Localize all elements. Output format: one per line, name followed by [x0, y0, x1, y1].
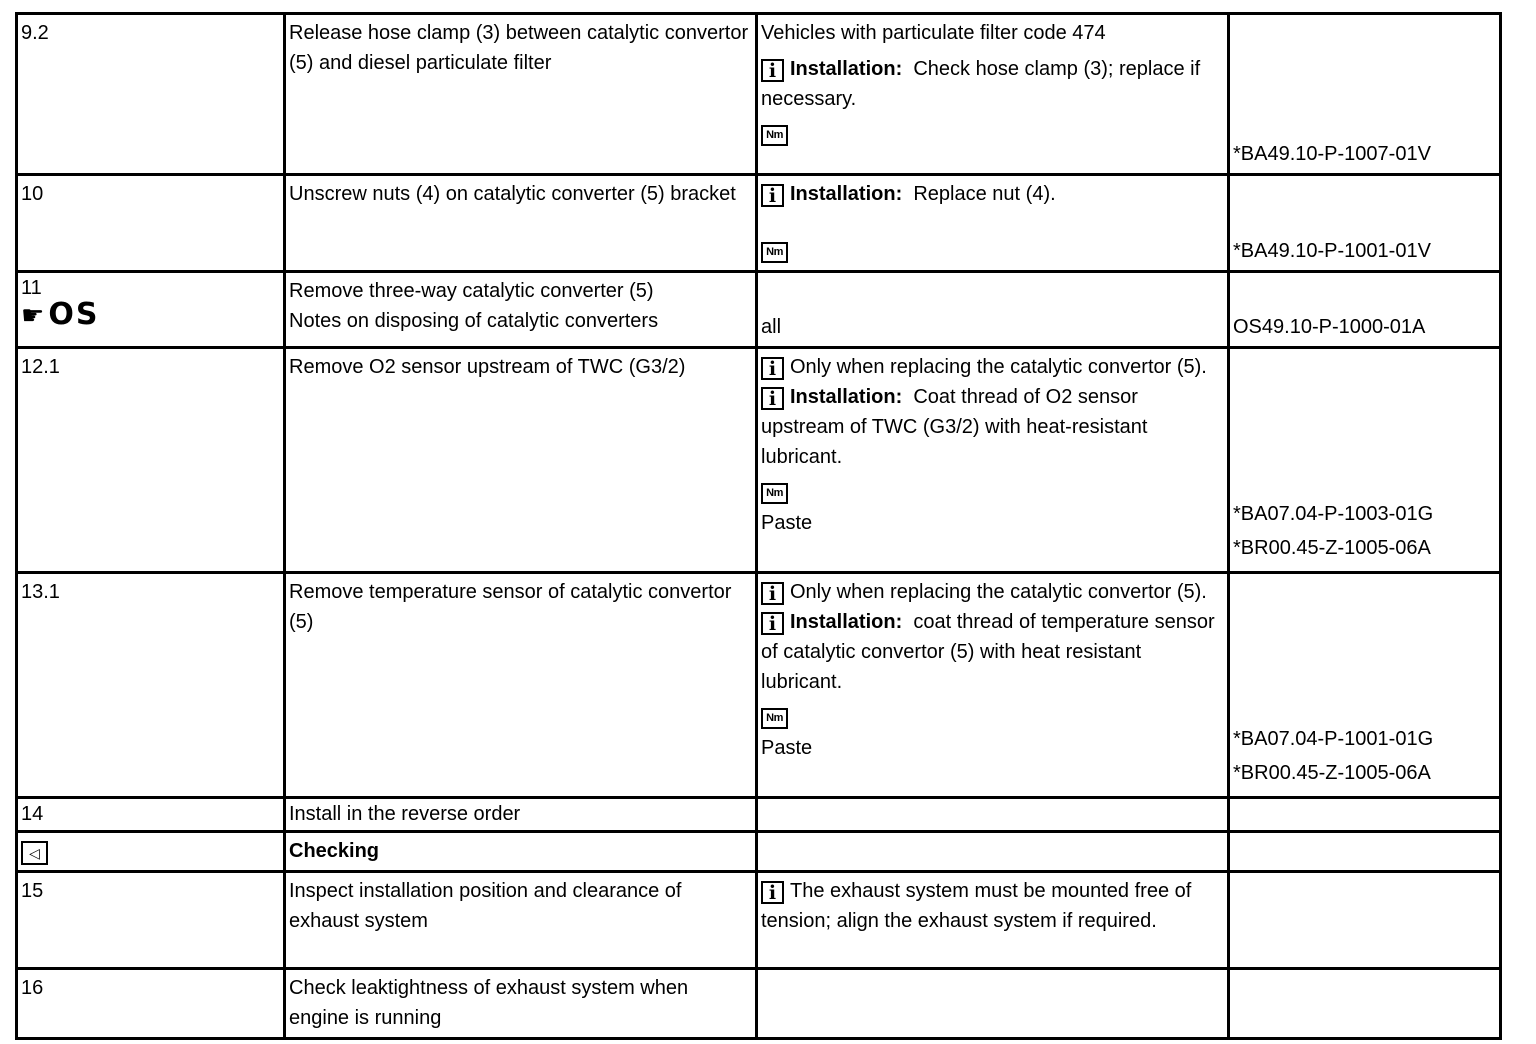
- torque-icon: Nm: [761, 483, 788, 504]
- condition-cell: [757, 272, 1229, 348]
- action-cell: [285, 832, 757, 872]
- table-row: [17, 14, 1501, 175]
- info-note: [761, 577, 1223, 607]
- step-number: 10: [21, 183, 44, 205]
- info-note: [761, 876, 1223, 936]
- step-cell: [17, 832, 285, 872]
- installation-text: Coat thread of O2 sensor upstream of TWC (G3/2) with heat-resistant lubricant.: [761, 386, 1148, 468]
- reference-cell: [1229, 832, 1501, 872]
- step-cell: [17, 14, 285, 175]
- info-icon: i: [761, 612, 784, 635]
- step-cell: [17, 272, 285, 348]
- reference-cell: [1229, 348, 1501, 573]
- action-cell: [285, 348, 757, 573]
- step-number: 14: [21, 803, 44, 825]
- info-icon: i: [761, 881, 784, 904]
- action-text: Inspect installation position and clearance of exhaust system: [289, 880, 682, 932]
- table-row: [17, 175, 1501, 272]
- step-cell: [17, 969, 285, 1039]
- back-arrow-icon[interactable]: ◁: [21, 841, 48, 865]
- step-number: 15: [21, 880, 44, 902]
- table-row: [17, 798, 1501, 832]
- section-heading: Checking: [289, 840, 380, 862]
- action-text: Remove O2 sensor upstream of TWC (G3/2): [289, 356, 686, 378]
- condition-text: Vehicles with particulate filter code 474: [761, 22, 1106, 44]
- step-number: 11: [21, 277, 42, 299]
- step-number: 13.1: [21, 581, 60, 603]
- reference-link[interactable]: OS49.10-P-1000-01A: [1233, 316, 1426, 338]
- action-text: Remove three-way catalytic converter (5): [289, 280, 654, 302]
- reference-link[interactable]: *BA07.04-P-1003-01G: [1233, 503, 1434, 525]
- step-cell: [17, 573, 285, 798]
- action-cell: [285, 175, 757, 272]
- reference-link[interactable]: *BR00.45-Z-1005-06A: [1233, 762, 1431, 784]
- reference-link[interactable]: *BR00.45-Z-1005-06A: [1233, 537, 1431, 559]
- torque-icon: Nm: [761, 242, 788, 263]
- procedure-table: [15, 12, 1502, 1040]
- table-row: [17, 272, 1501, 348]
- info-icon: i: [761, 357, 784, 380]
- torque-icon: Nm: [761, 125, 788, 146]
- condition-cell: [757, 14, 1229, 175]
- note-text: Only when replacing the catalytic convertor (5).: [790, 581, 1207, 603]
- installation-text: Replace nut (4).: [913, 183, 1056, 205]
- table-row: [17, 969, 1501, 1039]
- note-text: Only when replacing the catalytic convertor (5).: [790, 356, 1207, 378]
- reference-link[interactable]: *BA49.10-P-1007-01V: [1233, 143, 1431, 165]
- reference-cell: [1229, 573, 1501, 798]
- condition-text: all: [761, 316, 782, 338]
- action-cell: [285, 969, 757, 1039]
- reference-cell: [1229, 175, 1501, 272]
- info-icon: i: [761, 387, 784, 410]
- installation-note: [761, 382, 1223, 472]
- os-label: OS: [48, 297, 100, 332]
- step-cell: [17, 348, 285, 573]
- step-cell: [17, 798, 285, 832]
- action-text: Unscrew nuts (4) on catalytic converter (5) bracket: [289, 183, 736, 205]
- installation-text: Check hose clamp (3); replace if necessary.: [761, 58, 1201, 110]
- action-text: Install in the reverse order: [289, 803, 521, 825]
- installation-note: [761, 54, 1223, 114]
- action-text: Remove temperature sensor of catalytic convertor (5): [289, 581, 732, 633]
- action-cell: [285, 272, 757, 348]
- action-text: Release hose clamp (3) between catalytic convertor (5) and diesel particulate filter: [289, 22, 749, 74]
- info-note: [761, 352, 1223, 382]
- section-heading-row: [17, 832, 1501, 872]
- pointing-hand-icon: ☛: [21, 300, 45, 330]
- installation-note: [761, 607, 1223, 697]
- condition-cell: [757, 348, 1229, 573]
- step-number: 12.1: [21, 356, 60, 378]
- condition-cell: [757, 969, 1229, 1039]
- table-row: [17, 872, 1501, 969]
- step-number: 16: [21, 977, 44, 999]
- os-link-icon[interactable]: [21, 297, 279, 332]
- condition-cell: [757, 573, 1229, 798]
- reference-cell: [1229, 969, 1501, 1039]
- paste-label: Paste: [761, 737, 813, 759]
- installation-label: Installation:: [790, 183, 903, 205]
- info-icon: i: [761, 59, 784, 82]
- table-row: [17, 348, 1501, 573]
- step-number: 9.2: [21, 22, 49, 44]
- reference-cell: [1229, 272, 1501, 348]
- condition-cell: [757, 872, 1229, 969]
- table-row: [17, 573, 1501, 798]
- installation-label: Installation:: [790, 58, 903, 80]
- reference-cell: [1229, 872, 1501, 969]
- reference-cell: [1229, 14, 1501, 175]
- paste-label: Paste: [761, 512, 813, 534]
- action-cell: [285, 872, 757, 969]
- info-icon: i: [761, 582, 784, 605]
- installation-text: coat thread of temperature sensor of catalytic convertor (5) with heat resistant lubricant.: [761, 611, 1215, 693]
- condition-cell: [757, 175, 1229, 272]
- action-text: Check leaktightness of exhaust system when engine is running: [289, 977, 689, 1029]
- installation-label: Installation:: [790, 386, 903, 408]
- condition-cell: [757, 832, 1229, 872]
- condition-cell: [757, 798, 1229, 832]
- note-text: The exhaust system must be mounted free of tension; align the exhaust system if required.: [761, 880, 1192, 932]
- reference-link[interactable]: *BA49.10-P-1001-01V: [1233, 240, 1431, 262]
- action-cell: [285, 798, 757, 832]
- installation-label: Installation:: [790, 611, 903, 633]
- info-icon: i: [761, 184, 784, 207]
- action-cell: [285, 14, 757, 175]
- action-cell: [285, 573, 757, 798]
- installation-note: [761, 179, 1223, 209]
- torque-icon: Nm: [761, 708, 788, 729]
- action-text-secondary: Notes on disposing of catalytic converters: [289, 310, 659, 332]
- reference-cell: [1229, 798, 1501, 832]
- step-cell: [17, 872, 285, 969]
- reference-link[interactable]: *BA07.04-P-1001-01G: [1233, 728, 1434, 750]
- step-cell: [17, 175, 285, 272]
